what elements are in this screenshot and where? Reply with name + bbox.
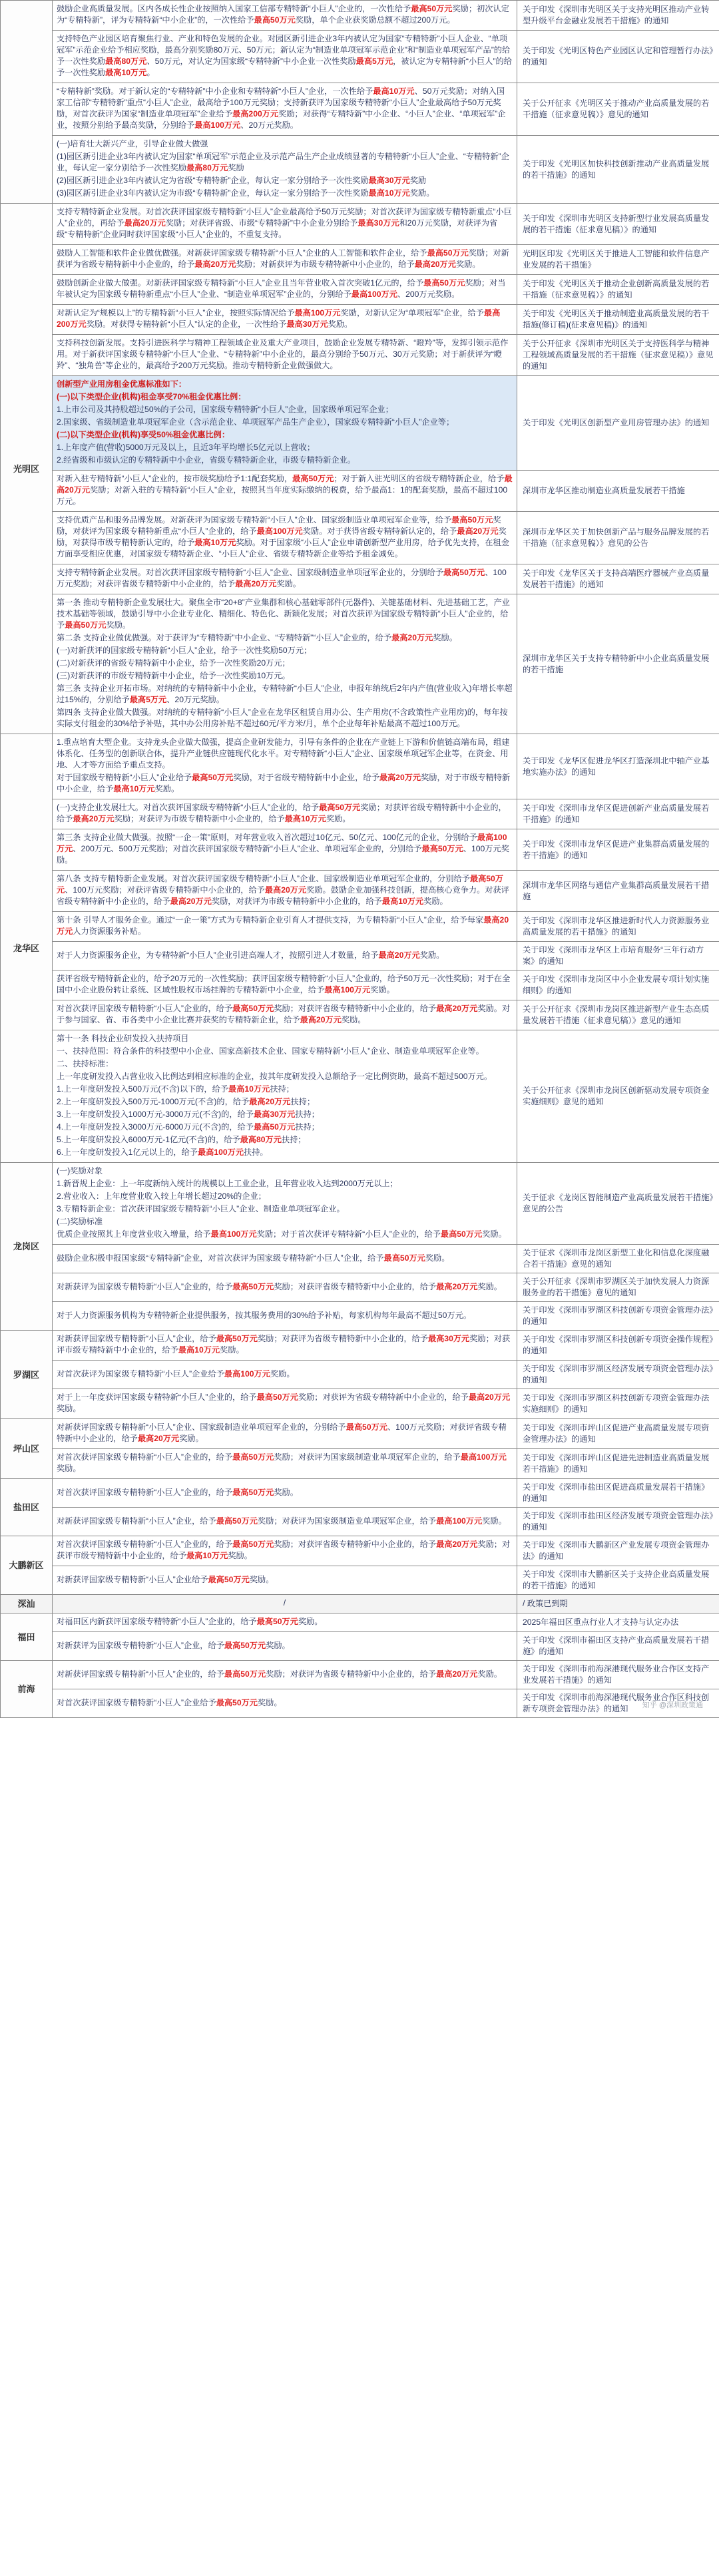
content-line: 对新获评为国家级专精特新“小巨人”企业，给予最高50万元奖励。 xyxy=(57,1640,290,1650)
table-row xyxy=(1,376,719,471)
content-line: 创新型产业用房租金优惠标准如下： xyxy=(57,379,186,389)
policy-cell: 关于印发《深圳市罗湖区经济发展专项资金管理办法》的通知 xyxy=(517,1361,719,1389)
content-cell xyxy=(53,1613,517,1632)
content-cell xyxy=(53,275,517,305)
content-line: “专精特新”奖励。对于新认定的“专精特新”中小企业和专精特新“小巨人”企业，一次性给予最高10万元、50万元奖励；对纳入国家工信部“专精特新”重点“小巨人”企业，最高给予100万元奖励；支持新获评为国家级专精特新“小巨人”企业最高给予50万元奖励，对首次获评为国家“制造业单项冠军”企业给予最高200万元奖励；对获得“专精特新”中小企业、“小巨人”企业、“单项冠军”企业，按照分别给予最高奖励，分别给予最高100万元、20万元奖励。 xyxy=(57,87,506,130)
table-row xyxy=(1,1479,719,1508)
table-row xyxy=(1,512,719,564)
table-row xyxy=(1,136,719,204)
content-line: (2)园区新引进企业3年内被认定为省级“专精特新”企业，每认定一家分别给予一次性奖励最高30万元奖励 xyxy=(57,176,427,185)
district-cell: 深汕 xyxy=(1,1595,53,1613)
content-cell xyxy=(53,204,517,245)
content-line: 对首次获评为国家级专精特新“小巨人”企业给予最高100万元奖励。 xyxy=(57,1369,295,1379)
content-cell xyxy=(53,1389,517,1419)
content-cell xyxy=(53,1632,517,1661)
table-row xyxy=(1,1536,719,1566)
content-cell xyxy=(53,1000,517,1030)
policy-cell: 关于公开征求《深圳市龙岗区推进新型产业生态高质量发展若干措施（征求意见稿）》意见的通知 xyxy=(517,1000,719,1030)
content-line: / xyxy=(283,1598,286,1608)
content-line: 对首次获评国家级专精特新“小巨人”企业的，给予最高50万元奖励。 xyxy=(57,1487,298,1497)
table-row xyxy=(1,1389,719,1419)
district-cell: 罗湖区 xyxy=(1,1331,53,1419)
table-row xyxy=(1,871,719,912)
content-line: (3)园区新引进企业3年内被认定为市级“专精特新”企业，每认定一家分别给予一次性奖励最高10万元奖励。 xyxy=(57,188,435,198)
policy-cell: 关于印发《深圳市龙岗区中小企业发展专项计划实施细则》的通知 xyxy=(517,970,719,1000)
policy-cell: 关于印发《深圳市罗湖区科技创新专项资金管理办法实施细则》的通知 xyxy=(517,1389,719,1419)
content-cell xyxy=(53,1661,517,1689)
policy-cell: 关于印发《光明区关于推动制造业高质量发展的若干措施(修订稿)(征求意见稿)》的通知 xyxy=(517,305,719,335)
policy-cell: 关于印发《光明区关于推动企业创新高质量发展的若干措施（征求意见稿）》的通知 xyxy=(517,275,719,305)
content-cell xyxy=(53,1331,517,1361)
policy-cell: 关于印发《深圳市罗湖区科技创新专项资金管理办法》的通知 xyxy=(517,1302,719,1331)
content-cell xyxy=(53,1566,517,1595)
table-row xyxy=(1,31,719,83)
content-line: 支持优质产品和服务品牌发展。对新获评为国家级专精特新“小巨人”企业、国家级制造业单项冠军企业等，给予最高50万元奖励，对获评为国家级专精特新重点“小巨人”企业的，给予最高100万元奖励。对于获得省级专精特新认定的，给予最高20万元奖励，对获得市级专精特新认定的，给予最高10万元奖励。对于国家级“小巨人”企业申请创新型产业用房，给予优先支持，在租金方面享受相应优惠，对国家级专精特新企业、“小巨人”企业、省级专精特新企业等给予租金减免。 xyxy=(57,515,509,558)
table-row xyxy=(1,970,719,1000)
content-cell xyxy=(53,1536,517,1566)
content-cell xyxy=(53,829,517,871)
policy-cell: 关于公开征求《深圳市罗湖区关于加快发展人力资源服务业的若干措施》意见的通知 xyxy=(517,1273,719,1302)
policy-cell: 关于印发《深圳市龙华区上市培育服务“三年行动方案》的通知 xyxy=(517,942,719,970)
district-cell: 大鹏新区 xyxy=(1,1536,53,1595)
policy-cell: 关于印发《龙华区关于支持高端医疗器械产业高质量发展若干措施》的通知 xyxy=(517,564,719,594)
content-cell xyxy=(53,1,517,31)
content-cell xyxy=(53,734,517,799)
policy-cell: 关于印发《深圳市大鹏新区产业发展专项资金管理办法》的通知 xyxy=(517,1536,719,1566)
policy-cell: 关于印发《深圳市坪山区促进先进制造业高质量发展若干措施》的通知 xyxy=(517,1449,719,1479)
content-cell xyxy=(53,136,517,204)
policy-cell: 关于印发《深圳市前海深港现代服务业合作区支持产业发展若干措施》的通知 xyxy=(517,1661,719,1689)
table-row xyxy=(1,829,719,871)
table-row xyxy=(1,83,719,136)
content-line: 对新认定为“规模以上”的专精特新“小巨人”企业，按照实际情况给予最高100万元奖励，对新认定为“单项冠军”企业，给予最高200万元奖励。对获得专精特新“小巨人”认定的企业，一次性给予最高30万元奖励。 xyxy=(57,308,501,329)
content-cell xyxy=(53,1479,517,1508)
policy-cell: 关于印发《深圳市福田区支持产业高质量发展若干措施》的通知 xyxy=(517,1632,719,1661)
policy-cell: 关于印发《深圳市龙华区促进创新产业高质量发展若干措施》的通知 xyxy=(517,799,719,829)
content-cell xyxy=(53,1245,517,1273)
content-line: 二、扶持标准： xyxy=(57,1059,114,1068)
content-line: 第十一条 科技企业研发投入扶持项目 xyxy=(57,1034,189,1043)
policy-cell: 2025年福田区重点行业人才支持与认定办法 xyxy=(517,1613,719,1632)
district-cell: 福田 xyxy=(1,1613,53,1661)
table-row xyxy=(1,1613,719,1632)
content-cell xyxy=(53,942,517,970)
content-cell xyxy=(53,376,517,471)
content-cell xyxy=(53,83,517,136)
table-row xyxy=(1,1566,719,1595)
content-cell xyxy=(53,1689,517,1718)
content-line: 1.上年度产值(营收)5000万元及以上，且近3年平均增长5亿元以上营收； xyxy=(57,443,316,452)
content-cell xyxy=(53,305,517,335)
policy-cell: 关于公开征求《深圳市龙岗区创新驱动发展专项资金实施细则》意见的通知 xyxy=(517,1030,719,1163)
policy-cell: 深圳市龙华区网络与通信产业集群高质量发展若干措施 xyxy=(517,871,719,912)
content-line: 2.经省级和市级认定的专精特新中小企业，省级专精特新企业，市级专精特新企业。 xyxy=(57,455,356,465)
content-line: 支持专精特新企业发展。对首次获评国家级专精特新“小巨人”企业、国家级制造业单项冠军企业的，分别给予最高50万元、100万元奖励；对获评省级专精特新中小企业的，给予最高20万元奖励。 xyxy=(57,568,507,588)
content-line: 第二条 支持企业做优做强。对于获评为“专精特新”中小企业、“专精特新”“小巨人”企业的，给予最高20万元奖励。 xyxy=(57,633,457,642)
policy-cell: 关于印发《深圳市盐田区促进高质量发展若干措施》的通知 xyxy=(517,1479,719,1508)
district-cell xyxy=(1,1,53,204)
table-row xyxy=(1,1273,719,1302)
content-cell xyxy=(53,335,517,376)
content-line: 对新获评国家级专精特新“小巨人”企业的，给予最高50万元奖励；对获评为省级专精特新中小企业的，给予最高20万元奖励。 xyxy=(57,1669,502,1679)
content-cell xyxy=(53,594,517,734)
content-line: 一、扶持范围：符合条件的科技型中小企业、国家高新技术企业、国家专精特新“小巨人”企业、制造业单项冠军企业等。 xyxy=(57,1046,484,1056)
policy-cell: 关于公开征求《光明区关于推动产业高质量发展的若干措施（征求意见稿）》意见的通知 xyxy=(517,83,719,136)
content-cell xyxy=(53,970,517,1000)
content-cell xyxy=(53,1508,517,1536)
content-line: (二)以下类型企业(机构)享受50%租金优惠比例： xyxy=(57,430,230,439)
content-cell xyxy=(53,799,517,829)
table-row xyxy=(1,1595,719,1613)
content-line: 对于人力资源服务机构为专精特新企业提供服务，按其服务费用的30%给予补贴，每家机构每年最高不超过50万元。 xyxy=(57,1310,471,1320)
content-line: 第八条 支持专精特新企业发展。对首次获评国家级专精特新“小巨人”企业、国家级制造业单项冠军企业的，分别给予最高50万元、100万元奖励；对获评省级专精特新中小企业的，给予最高20万元奖励。鼓励企业加强科技创新，提高核心竞争力。对获评省级专精特新中小企业的，给予最高20万元奖励，对获评为市级专精特新中小企业的，给予最高10万元奖励。 xyxy=(57,874,509,906)
policy-cell: 关于印发《深圳市坪山区促进产业高质量发展专项资金管理办法》的通知 xyxy=(517,1419,719,1449)
policy-cell: 关于印发《深圳市盐田区经济发展专项资金管理办法》的通知 xyxy=(517,1508,719,1536)
policy-cell: 关于印发《深圳市龙华区促进产业集群高质量发展的若干措施》的通知 xyxy=(517,829,719,871)
content-line: 第三条 支持企业做大做强。按照“一企一策”原则，对年营业收入首次超过10亿元、50亿元、100亿元的企业，分别给予最高100万元、200万元、500万元奖励；对首次获评国家级专精特新“小巨人”企业、单项冠军企业的，分别给予最高50万元、100万元奖励。 xyxy=(57,833,509,865)
content-line: 支持专精特新企业发展。对首次获评国家级专精特新“小巨人”企业最高给予50万元奖励；对首次获评为国家级专精特新重点“小巨人”企业的，再给予最高20万元奖励；对获评省级、市级“专精特新”中小企业分别给予最高30万元和20万元奖励，对获评为省级“专精特新”企业同时获评国家级“小巨人”企业的，不重复支持。 xyxy=(57,207,512,239)
content-line: 鼓励人工智能和软件企业做优做强。对新获评国家级专精特新“小巨人”企业的人工智能和软件企业，给予最高50万元奖励；对新获评为省级专精特新中小企业的，给予最高20万元奖励；对新获评为市级专精特新中小企业的，给予最高20万元奖励。 xyxy=(57,248,509,269)
content-line: 1.上市公司及其持股超过50%的子公司，国家级专精特新“小巨人”企业，国家级单项冠军企业； xyxy=(57,405,393,414)
content-cell xyxy=(53,912,517,942)
table-row xyxy=(1,799,719,829)
content-cell xyxy=(53,1030,517,1163)
content-line: (一)对新获评的国家级专精特新“小巨人”企业，给予一次性奖励50万元； xyxy=(57,646,312,655)
content-line: 对于人力资源服务企业，为专精特新“小巨人”企业引进高端人才，按照引进人才数量，给予最高20万元奖励。 xyxy=(57,950,445,960)
policy-cell: 关于印发《深圳市龙华区推进新时代人力资源服务业高质量发展的若干措施》的通知 xyxy=(517,912,719,942)
policy-cell: 关于印发《龙华区促进龙华区打造深圳北中轴产业基地实施办法》的通知 xyxy=(517,734,719,799)
policy-cell: 关于印发《光明区特色产业园区认定和管理暂行办法》的通知 xyxy=(517,31,719,83)
table-row xyxy=(1,1000,719,1030)
table-row xyxy=(1,1331,719,1361)
table-row xyxy=(1,1361,719,1389)
content-line: 1.上一年度研发投入500万元(不含)以下的，给予最高10万元扶持； xyxy=(57,1084,294,1094)
content-cell xyxy=(53,1302,517,1331)
content-line: (三)对新获评的市级专精特新中小企业，给予一次性奖励10万元。 xyxy=(57,671,290,680)
table-row xyxy=(1,1,719,31)
content-line: 鼓励企业高质量发展。区内各成长性企业按照纳入国家工信部专精特新“小巨人”企业的，一次性给予最高50万元奖励；初次认定为“专精特新”，评为专精特新“中小企业”的，一次性给予最高50万元奖励，单个企业获奖励总额不超过200万元。 xyxy=(57,4,509,25)
policy-cell: 关于印发《深圳市光明区支持新型行业发展高质量发展的若干措施（征求意见稿）》的通知 xyxy=(517,204,719,245)
policy-cell: 关于征求《龙岗区智能制造产业高质量发展若干措施》意见的公告 xyxy=(517,1163,719,1245)
table-row xyxy=(1,942,719,970)
content-line: (1)园区新引进企业3年内被认定为国家“单项冠军”示范企业及示范产品生产企业成绩显著的专精特新“小巨人”企业、“专精特新”企业，每认定一家分别给予一次性奖励最高80万元奖励 xyxy=(57,152,509,172)
content-cell xyxy=(53,1419,517,1449)
content-cell xyxy=(53,471,517,512)
content-line: 第一条 推动专精特新企业发展壮大。聚焦全市“20+8”产业集群和核心基础零部件(元器件)、关键基础材料、先进基础工艺，产业技术基础等领域，鼓励引导中小企业专业化、精细化、特色化、新颖化发展；对首次获评为国家级专精特新“小巨人”企业的，给予最高50万元奖励。 xyxy=(57,598,510,630)
table-row xyxy=(1,1449,719,1479)
content-line: 1.重点培育大型企业。支持龙头企业做大做强，提高企业研发能力，引导有条件的企业在产业链上下游和价值链高端布局，组建体系化、任务型的创新联合体，提升产业链供应链现代化水平。对专精特新“小巨人”企业、国家级单项冠军企业等，在资金、用地、人才等方面给予重点支持。 xyxy=(57,738,510,769)
content-line: 第四条 支持企业做大做强。对纳统的专精特新“小巨人”企业在龙华区租赁自用办公、生产用房(不含政策性产业用房)的，每年按实际支付租金的30%给予补贴，其中办公用房补贴不超过60元/平方米/月，单个企业每年补贴最高不超过100万元。 xyxy=(57,708,508,728)
content-line: 2.国家级、省级制造业单项冠军企业（含示范企业、单项冠军产品生产企业），国家级专精特新“小巨人”企业等； xyxy=(57,417,455,427)
content-line: 获评省级专精特新企业的，给予20万元的一次性奖励；获评国家级专精特新“小巨人”企业的，给予50万元一次性奖励；对于在全国中小企业股份转让系统、区域性股权市场挂牌的专精特新中小企业，给予最高100万元奖励。 xyxy=(57,974,511,994)
content-line: 对新入驻专精特新“小巨人”企业的，按市级奖励给予1:1配套奖励，最高50万元；对于新入驻光明区的省级专精特新企业，给予最高20万元奖励；对新入驻的专精特新“小巨人”企业，按照其当年度实际缴纳的税费，给予最高1：1的配套奖励，最高不超过100万元。 xyxy=(57,474,513,506)
table-row xyxy=(1,1245,719,1273)
policy-cell: 关于印发《光明区加快科技创新推动产业高质量发展的若干措施》的通知 xyxy=(517,136,719,204)
policy-table-body xyxy=(1,1,719,1718)
content-line: 上一年度研发投入占营业收入比例达到相应标准的企业，按其年度研发投入总额给予一定比例资助，最高不超过500万元。 xyxy=(57,1072,493,1081)
content-line: (一)支持企业发展壮大。对首次获评国家级专精特新“小巨人”企业的，给予最高50万元奖励；对获评省级专精特新中小企业的，给予最高20万元奖励；对获评为市级专精特新中小企业的，给予最高10万元奖励。 xyxy=(57,803,507,823)
district-cell: 前海 xyxy=(1,1661,53,1718)
content-line: (二)对新获评的省级专精特新中小企业，给予一次性奖励20万元； xyxy=(57,658,290,668)
content-line: 对福田区内新获评国家级专精特新“小巨人”企业的，给予最高50万元奖励。 xyxy=(57,1617,323,1626)
table-row xyxy=(1,1302,719,1331)
content-line: 鼓励创新企业做大做强。对新获评国家级专精特新“小巨人”企业且当年营业收入首次突破1亿元的，给予最高50万元奖励；对当年被认定为国家级专精特新重点“小巨人”企业、“制造业单项冠军”企业的，分别给予最高100万元、200万元奖励。 xyxy=(57,278,506,299)
content-line: 对首次获评国家级专精特新“小巨人”企业给予最高50万元奖励。 xyxy=(57,1697,282,1707)
content-line: 6.上一年度研发投入1亿元以上的，给予最高100万元扶持。 xyxy=(57,1148,268,1157)
content-line: 2.上一年度研发投入500万元-1000万元(不含)的，给予最高20万元扶持； xyxy=(57,1097,316,1106)
content-line: 对新获评国家级专精特新“小巨人”企业给予最高50万元奖励。 xyxy=(57,1574,274,1584)
table-row xyxy=(1,275,719,305)
content-line: 对新获评国家级专精特新“小巨人”企业、国家级制造业单项冠军企业的，分别给予最高50万元、100万元奖励；对获评省级专精特新中小企业的，给予最高20万元奖励。 xyxy=(57,1422,507,1443)
policy-cell: 深圳市龙华区推动制造业高质量发展若干措施 xyxy=(517,471,719,512)
content-cell xyxy=(53,245,517,275)
policy-cell: 深圳市龙华区关于加快创新产品与服务品牌发展的若干措施（征求意见稿）》意见的公告 xyxy=(517,512,719,564)
content-line: 支持科技创新发展。支持引进医科学与精神工程领域企业及重大产业项目，鼓励企业发展专精特新、“瞪羚”等，发挥引领示范作用。对于新获评国家级专精特新“小巨人”企业、“专精特新”中小企业的，最高分别给予50万元、30万元奖励；对于新获评为“瞪羚”、“独角兽”等企业的，最高给予200万元奖励。推动专精特新企业做强做大。 xyxy=(57,338,509,370)
policy-cell: 深圳市龙华区关于支持专精特新中小企业高质量发展的若干措施 xyxy=(517,594,719,734)
policy-cell: 关于印发《深圳市前海深港现代服务业合作区科技创新专项资金管理办法》的通知 xyxy=(517,1689,719,1718)
table-row xyxy=(1,1508,719,1536)
policy-cell: 关于印发《深圳市大鹏新区关于支持企业高质量发展的若干措施》的通知 xyxy=(517,1566,719,1595)
table-row xyxy=(1,1163,719,1245)
policy-cell: 光明区印发《光明区关于推进人工智能和软件信息产业发展的若干措施》 xyxy=(517,245,719,275)
table-row xyxy=(1,912,719,942)
content-line: 优质企业按照其上年度营业收入增量，给予最高100万元奖励；对于首次获评专精特新“小巨人”企业的，给予最高50万元奖励。 xyxy=(57,1229,507,1239)
content-cell xyxy=(53,871,517,912)
content-cell xyxy=(53,1163,517,1245)
table-row xyxy=(1,1689,719,1718)
content-line: 第三条 支持企业开拓市场。对纳统的专精特新中小企业，专精特新“小巨人”企业，申报年纳统后2年内产值(营业收入)年增长率超过15%的，分别给予最高5万元、20万元奖励。 xyxy=(57,684,513,704)
content-line: (二)奖励标准 xyxy=(57,1217,103,1226)
policy-cell: 关于公开征求《深圳市光明区关于支持医科学与精神工程领域高质量发展的若干措施（征求意见稿）》意见的通知 xyxy=(517,335,719,376)
content-line: 支持特色产业园区培育聚焦行业、产业和特色发展的企业。对园区新引进企业3年内被认定为国家“专精特新”小巨人企业、“单项冠军”示范企业给予相应奖励，最高分别奖励80万元、50万元；新认定为“制造业单项冠军示范企业”和“制造业单项冠军产品”的给予一次性奖励最高80万元、50万元，对认定为国家级“专精特新”中小企业一次性奖励最高5万元，被认定为专精特新“小巨人”的给予一次性奖励最高10万元。 xyxy=(57,34,512,77)
content-line: 对新获评为国家级专精特新“小巨人”企业的，给予最高50万元奖励；对获评省级专精特新中小企业的，给予最高20万元奖励。 xyxy=(57,1281,502,1291)
content-cell xyxy=(53,1361,517,1389)
content-line: 4.上一年度研发投入3000万元-6000万元(不含)的，给予最高50万元扶持； xyxy=(57,1122,320,1132)
content-cell xyxy=(53,564,517,594)
table-row xyxy=(1,734,719,799)
content-line: 对于国家级专精特新“小巨人”企业给予最高50万元奖励，对于省级专精特新中小企业，给予最高20万元奖励，对于市级专精特新中小企业，给予最高10万元奖励。 xyxy=(57,773,511,793)
content-line: 对首次获评国家级专精特新“小巨人”企业的，给予最高50万元奖励；对获评省级专精特新中小企业的，给予最高20万元奖励；对获评市级专精特新中小企业的，给予最高10万元奖励。 xyxy=(57,1540,511,1560)
content-cell xyxy=(53,1595,517,1613)
table-row xyxy=(1,564,719,594)
content-cell xyxy=(53,512,517,564)
content-line: 3.专精特新企业：首次获评国家级专精特新“小巨人”企业、制造业单项冠军企业。 xyxy=(57,1204,345,1213)
district-cell: 坪山区 xyxy=(1,1419,53,1479)
content-cell xyxy=(53,1449,517,1479)
policy-cell: 关于征求《深圳市龙岗区新型工业化和信息化深度融合若干措施》意见的通知 xyxy=(517,1245,719,1273)
content-line: 3.上一年度研发投入1000万元-3000万元(不含)的，给予最高30万元扶持； xyxy=(57,1110,320,1119)
table-row xyxy=(1,245,719,275)
policy-cell: 关于印发《深圳市罗湖区科技创新专项资金操作规程》的通知 xyxy=(517,1331,719,1361)
content-line: (一)奖励对象 xyxy=(57,1166,103,1176)
table-row xyxy=(1,471,719,512)
content-line: 对首次获评国家级专精特新“小巨人”企业的，给予最高50万元奖励；对获评省级专精特新中小企业的，给予最高20万元奖励。对于参与国家、省、市各类中小企业比赛并获奖的专精特新企业，给予最高20万元奖励。 xyxy=(57,1004,511,1024)
district-cell: 盐田区 xyxy=(1,1479,53,1536)
content-line: 第十条 引导人才服务企业。通过“一企一策”方式为专精特新企业引育人才提供支持，为专精特新“小巨人”企业，给予每家最高20万元人力资源服务补贴。 xyxy=(57,915,509,936)
district-cell: 龙华区 xyxy=(1,734,53,1163)
content-line: 对于上一年度获评国家级专精特新“小巨人”企业的，给予最高50万元奖励；对获评为省级专精特新中小企业的，给予最高20万元奖励。 xyxy=(57,1393,511,1413)
content-line: 对新获评国家级专精特新“小巨人”企业，给予最高50万元奖励；对获评为国家级制造业单项冠军企业，给予最高100万元奖励。 xyxy=(57,1516,507,1526)
table-row xyxy=(1,204,719,245)
table-row xyxy=(1,1030,719,1163)
table-row xyxy=(1,1419,719,1449)
content-line: 1.新晋规上企业：上一年度新纳入统计的规模以上工业企业，且年营业收入达到2000万元以上； xyxy=(57,1179,398,1188)
policy-cell: 关于印发《光明区创新型产业用房管理办法》的通知 xyxy=(517,376,719,471)
policy-cell: 关于印发《深圳市光明区关于支持光明区推动产业转型升级平台金融业发展若干措施》的通知 xyxy=(517,1,719,31)
policy-cell: / 政策已到期 xyxy=(517,1595,719,1613)
content-line: (一)培育壮大新兴产业，引导企业做大做强 xyxy=(57,139,208,148)
content-line: (一)以下类型企业(机构)租金享受70%租金优惠比例： xyxy=(57,392,246,401)
district-cell: 龙岗区 xyxy=(1,1163,53,1331)
content-line: 对新获评国家级专精特新“小巨人”企业，给予最高50万元奖励；对获评为省级专精特新中小企业的，给予最高30万元奖励；对获评市级专精特新中小企业的，给予最高10万元奖励。 xyxy=(57,1334,511,1355)
content-cell xyxy=(53,31,517,83)
table-row xyxy=(1,335,719,376)
content-line: 对首次获评国家级专精特新“小巨人”企业的，给予最高50万元奖励；对获评为国家级制造业单项冠军企业的，给予最高100万元奖励。 xyxy=(57,1452,507,1473)
table-row xyxy=(1,1632,719,1661)
content-line: 5.上一年度研发投入6000万元-1亿元(不含)的，给予最高80万元扶持； xyxy=(57,1135,306,1144)
table-row xyxy=(1,1661,719,1689)
table-row xyxy=(1,594,719,734)
content-line: 鼓励企业积极申报国家级“专精特新”企业，对首次获评为国家级专精特新“小巨人”企业，给予最高50万元奖励。 xyxy=(57,1253,450,1263)
table-row xyxy=(1,305,719,335)
content-cell xyxy=(53,1273,517,1302)
watermark: 知乎 @深圳政策通 xyxy=(642,1701,703,1709)
content-line: 2.营业收入：上年度营业收入较上年增长超过20%的企业； xyxy=(57,1191,266,1201)
district-cell: 光明区 xyxy=(1,204,53,734)
